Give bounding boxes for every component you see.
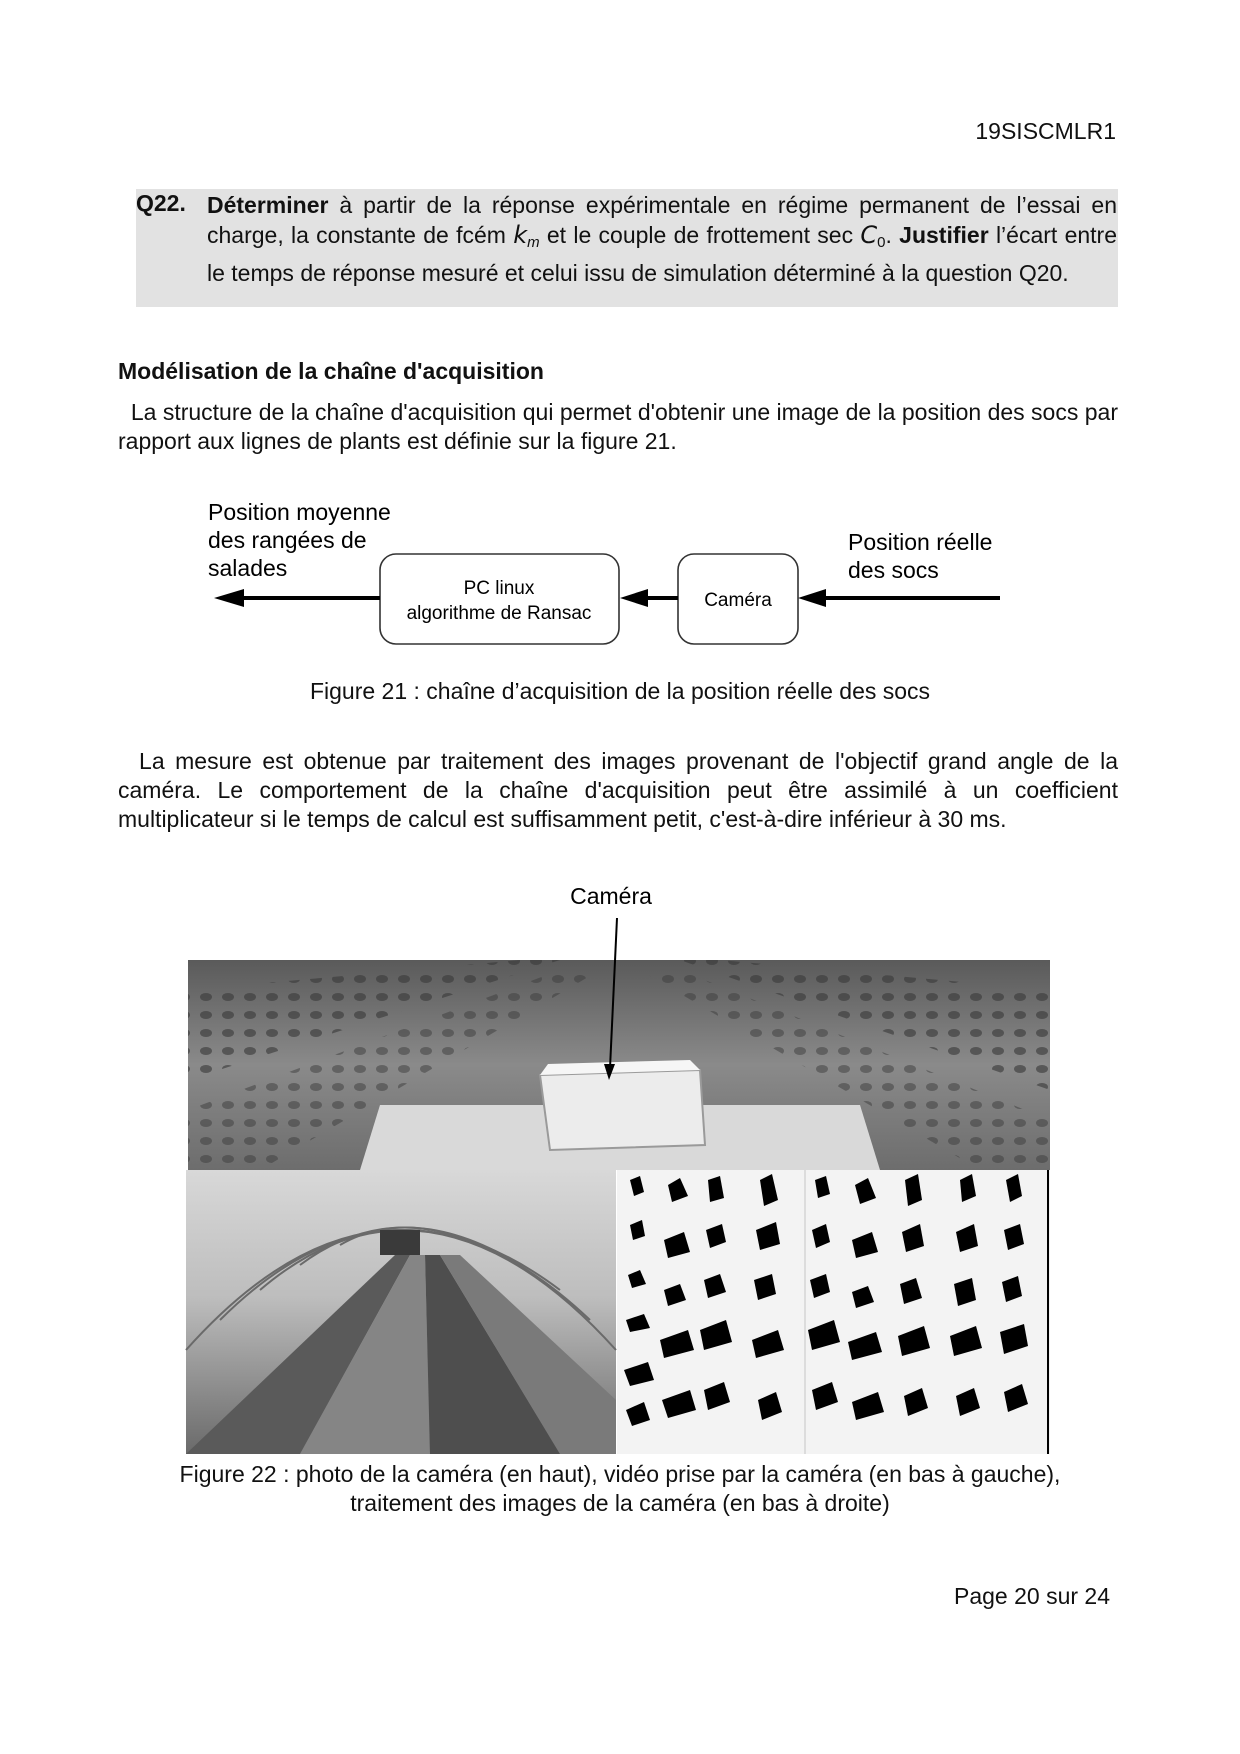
question-text-part3: . [885,222,900,248]
output-label-line3: salades [208,555,288,581]
camera-photo [188,960,1050,1170]
paragraph-structure [118,398,1118,456]
document-code: 19SISCMLR1 [975,118,1116,144]
camera-video-frame [186,1170,616,1454]
question-text-part2: et le couple de frottement sec [539,222,861,248]
question-text [207,190,1117,288]
page-number: Page 20 sur 24 [953,1583,1110,1609]
question-text-part4: l’écart entre le temps de réponse mesuré et celui issu de simulation déterminé à la question Q20. [207,222,1118,286]
question-text-part1: à partir de la réponse expérimentale en régime permanent de l’essai en charge, la constante de fcém [207,192,1117,248]
paragraph-measurement-text: La mesure est obtenue par traitement des images provenant de l'objectif grand angle de la caméra. Le comportement de la chaîne d'acquisition peut être assimilé à un coefficient multiplicateur si le temps de calcul est suffisamment petit, c'est-à-dire inférieur à 30 ms. [118,748,1118,832]
question-verb-justify: Justifier [899,222,989,248]
figure22-caption-line2: traitement des images de la caméra (en bas à droite) [350,1490,890,1516]
camera-block-label: Caméra [704,590,772,611]
figure22-caption [0,1460,1240,1518]
processed-binary-image [617,1170,1050,1454]
question-number: Q22. [136,190,186,216]
question-verb-determine: Déterminer [207,192,329,218]
figure21-caption: Figure 21 : chaîne d’acquisition de la position réelle des socs [309,678,931,704]
c0-symbol: C [860,221,878,249]
paragraph-structure-text: La structure de la chaîne d'acquisition qui permet d'obtenir une image de la position des socs par rapport aux lignes de plants est définie sur la figure 21. [118,399,1118,454]
pc-block-line2: algorithme de Ransac [406,603,592,624]
paragraph-measurement [118,747,1118,834]
pc-linux-block [380,554,619,644]
figure21-diagram [0,490,1240,660]
figure22-composite [0,880,1240,1460]
km-symbol: k [513,221,528,249]
input-arrowhead [798,589,826,607]
figure22-caption-line1: Figure 22 : photo de la caméra (en haut), vidéo prise par la caméra (en bas à gauche), [179,1461,1061,1487]
section-title: Modélisation de la chaîne d'acquisition [118,358,544,384]
pc-block-line1: PC linux [463,578,535,599]
output-arrowhead [214,589,244,607]
output-label-line1: Position moyenne [208,499,391,525]
output-label-line2: des rangées de [208,527,367,553]
km-subscript: m [527,234,540,251]
input-label-line2: des socs [848,557,939,583]
input-label-line1: Position réelle [848,529,993,555]
camera-to-pc-arrowhead [620,589,648,607]
c0-subscript: 0 [877,234,886,251]
camera-photo-label: Caméra [570,883,652,909]
